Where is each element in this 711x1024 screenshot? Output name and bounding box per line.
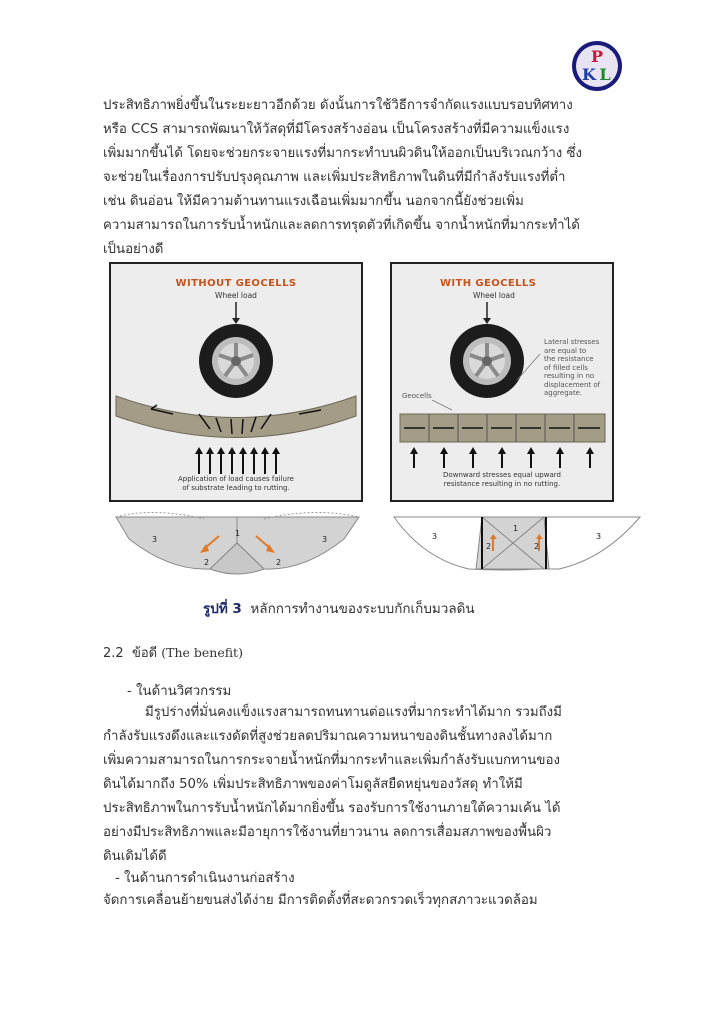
figure-caption: Application of load causes failure of substrate leading to rutting. (177, 475, 294, 492)
text-line: หรือ CCS สามารถพัฒนาให้วัสดุที่มีโครงสร้างอ่อน เป็นโครงสร้างที่มีความแข็งแรง (103, 122, 570, 137)
lateral-stress-note: Lateral stresses are equal to the resistance of filled cells resulting in no displacement of aggregate. (544, 338, 601, 397)
text-line: ดินได้มากถึง 50% เพิ่มประสิทธิภาพของค่าโมดูลัสยืดหยุ่นของวัสดุ ทำให้มี (103, 777, 523, 792)
wedge-without-geocells (116, 512, 359, 574)
text-line: เป็นอย่างดี (103, 242, 164, 257)
wedge-label: 3 (596, 532, 602, 541)
section-title-th: ข้อดี (131, 646, 158, 661)
text-line: ดินเดิมได้ดี (103, 849, 167, 864)
wheel-load-label: Wheel load (215, 291, 257, 300)
figure-without-geocells (109, 262, 363, 502)
text-line: เพิ่มความสามารถในการกระจายน้ำหนักที่มากระทำและเพิ่มกำลังรับแบกทานของ (103, 753, 560, 768)
construction-text: จัดการเคลื่อนย้ายขนส่งได้ง่าย มีการติดตั้งที่สะดวกรวดเร็วทุกสภาวะแวดล้อม (103, 893, 538, 908)
wedge-label: 2 (534, 542, 540, 551)
wheel-load-label: Wheel load (473, 291, 515, 300)
text-line: ประสิทธิภาพในการรับน้ำหนักได้มากยิ่งขึ้น รองรับการใช้งานภายใต้ความเค้น ได้ (103, 801, 561, 816)
text-line: มีรูปร่างที่มั่นคงแข็งแรงสามารถทนทานต่อแรงที่มากระทำได้มาก รวมถึงมี (145, 705, 562, 720)
text-line: จะช่วยในเรื่องการปรับปรุงคุณภาพ และเพิ่มประสิทธิภาพในดินที่มีกำลังรับแรงที่ต่ำ (103, 170, 566, 185)
geocells-label: Geocells (402, 392, 432, 400)
svg-text:L: L (599, 65, 611, 84)
subheading-construction: - ในด้านการดำเนินงานก่อสร้าง (115, 871, 295, 886)
intro-paragraph (103, 94, 643, 262)
wedge-label: 3 (152, 535, 158, 544)
wedge-label: 1 (235, 529, 241, 538)
wedge-label: 1 (513, 524, 519, 533)
text-line: เช่น ดินอ่อน ให้มีความต้านทานแรงเฉือนเพิ่มมากขึ้น นอกจากนี้ยังช่วยเพิ่ม (103, 194, 524, 209)
figure-description: หลักการทำงานของระบบกักเก็บมวลดิน (250, 601, 475, 617)
figure-with-geocells (390, 262, 614, 502)
wheel-diagram (111, 264, 361, 500)
wedge-label: 3 (432, 532, 438, 541)
wedge-label: 3 (322, 535, 328, 544)
text-line: กำลังรับแรงดึงและแรงดัดที่สูงช่วยลดปริมาณความหนาของดินชั้นทางลงได้มาก (103, 729, 553, 744)
text-line: เพิ่มมากขึ้นได้ โดยจะช่วยกระจายแรงที่มากระทำบนผิวดินให้ออกเป็นบริเวณกว้าง ซึ่ง (103, 146, 583, 161)
section-number: 2.2 (103, 646, 124, 661)
section-heading (103, 642, 243, 663)
engineering-paragraph (103, 701, 643, 869)
bearing-wedge-diagram (104, 509, 644, 584)
text-line: ความสามารถในการรับน้ำหนักและลดการทรุดตัวที่เกิดขึ้น จากน้ำหนักที่มากระทำได้ (103, 218, 580, 233)
wedge-label: 2 (486, 542, 492, 551)
svg-text:K: K (582, 65, 596, 84)
figure-caption: Downward stresses equal upward resistance resulting in no rutting. (443, 471, 561, 488)
deformed-substrate (116, 396, 356, 438)
svg-text:P: P (590, 47, 604, 66)
pkl-logo (571, 40, 623, 92)
figure-title: WITHOUT GEOCELLS (175, 278, 297, 289)
wedge-label: 2 (204, 558, 210, 567)
text-line: ประสิทธิภาพยิ่งขึ้นในระยะยาวอีกด้วย ดังนั้นการใช้วิธีการจำกัดแรงแบบรอบทิศทาง (103, 98, 573, 113)
figure-title: WITH GEOCELLS (440, 278, 537, 289)
wedge-with-geocells (394, 517, 640, 570)
subheading-engineering: - ในด้านวิศวกรรม (127, 684, 232, 699)
figure-caption-line (203, 597, 475, 619)
figure-number: รูปที่ 3 (203, 601, 242, 617)
section-title-en: (The benefit) (161, 645, 243, 660)
wedge-label: 2 (276, 558, 282, 567)
text-line: อย่างมีประสิทธิภาพและมีอายุการใช้งานที่ยาวนาน ลดการเสื่อมสภาพของพื้นผิว (103, 825, 552, 840)
